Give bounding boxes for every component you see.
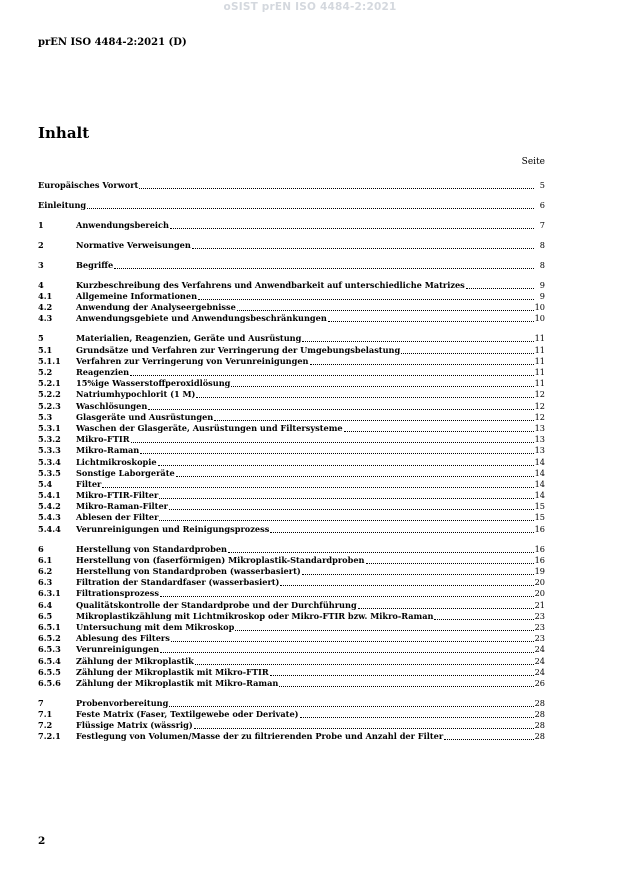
- toc-entry-number: 1: [38, 219, 44, 230]
- toc-entry-label: Mikro-Raman-Filter: [76, 501, 168, 512]
- toc-leader-dots: [87, 200, 534, 209]
- toc-leader-dots: [302, 566, 534, 575]
- toc-entry[interactable]: [38, 577, 545, 588]
- toc-entry-label: Begriffe: [76, 259, 114, 270]
- toc-leader-dots: [160, 644, 533, 653]
- toc-entry[interactable]: [38, 633, 545, 644]
- toc-leader-dots: [328, 313, 534, 322]
- toc-entry-number: 5.2.2: [38, 389, 61, 400]
- toc-entry-page: 24: [534, 655, 545, 666]
- toc-entry-number: 4.3: [38, 313, 53, 324]
- toc-entry-label: Mikro-FTIR: [76, 434, 130, 445]
- toc-entry-number: 5.3.5: [38, 467, 61, 478]
- toc-leader-dots: [171, 633, 534, 642]
- toc-entry-page: 11: [534, 378, 545, 389]
- toc-entry-label: Anwendungsbereich: [76, 219, 169, 230]
- toc-leader-dots: [139, 180, 534, 189]
- toc-entry[interactable]: [38, 412, 545, 423]
- toc-entry-number: 5.4.4: [38, 523, 61, 534]
- toc-leader-dots: [214, 412, 533, 421]
- toc-entry-number: 6.2: [38, 566, 53, 577]
- toc-entry[interactable]: [38, 731, 545, 742]
- toc-entry[interactable]: [38, 302, 545, 313]
- toc-entry-number: 6: [38, 543, 44, 554]
- table-of-contents: [38, 180, 545, 743]
- toc-entry[interactable]: [38, 291, 545, 302]
- toc-entry-label: Verfahren zur Verringerung von Verunreinigungen: [76, 355, 309, 366]
- toc-entry-number: 6.5.4: [38, 655, 61, 666]
- toc-entry[interactable]: [38, 644, 545, 655]
- toc-entry-label: Waschen der Glasgeräte, Ausrüstungen und Filtersysteme: [76, 422, 343, 433]
- toc-entry-number: 6.5.6: [38, 677, 61, 688]
- toc-entry-page: 7: [539, 219, 545, 230]
- toc-entry-number: 4: [38, 279, 44, 290]
- toc-entry-number: 4.2: [38, 302, 53, 313]
- toc-leader-dots: [176, 468, 534, 477]
- toc-leader-dots: [169, 698, 533, 707]
- toc-entry-number: 6.3.1: [38, 588, 61, 599]
- toc-entry[interactable]: [38, 501, 545, 512]
- toc-entry-page: 6: [539, 199, 545, 210]
- toc-entry-number: 5.4.1: [38, 490, 61, 501]
- toc-entry-page: 13: [534, 422, 545, 433]
- toc-entry[interactable]: [38, 401, 545, 412]
- toc-entry-page: 28: [534, 720, 545, 731]
- toc-entry-page: 12: [534, 389, 545, 400]
- toc-entry-label: 15%ige Wasserstoffperoxidlösung: [76, 378, 231, 389]
- toc-entry[interactable]: [38, 678, 545, 689]
- toc-entry-page: 28: [534, 731, 545, 742]
- toc-entry-page: 14: [534, 490, 545, 501]
- toc-leader-dots: [228, 544, 534, 553]
- toc-leader-dots: [192, 240, 534, 249]
- toc-entry-number: 2: [38, 239, 44, 250]
- toc-entry-label: Festlegung von Volumen/Masse der zu filtrierenden Probe und Anzahl der Filter: [76, 731, 444, 742]
- document-id: prEN ISO 4484-2:2021 (D): [38, 37, 187, 48]
- toc-entry[interactable]: [38, 457, 545, 468]
- toc-entry-number: 7.2: [38, 720, 53, 731]
- toc-entry-page: 14: [534, 478, 545, 489]
- toc-entry-label: Allgemeine Informationen: [76, 291, 198, 302]
- toc-entry-label: Einleitung: [38, 199, 87, 210]
- toc-entry-label: Kurzbeschreibung des Verfahrens und Anwendbarkeit auf unterschiedliche Matrizes: [76, 279, 465, 290]
- toc-entry-label: Natriumhypochlorit (1 M): [76, 389, 196, 400]
- toc-entry-label: Zählung der Mikroplastik mit Mikro-FTIR: [76, 666, 269, 677]
- toc-entry-number: 6.1: [38, 554, 53, 565]
- toc-leader-dots: [366, 555, 534, 564]
- toc-entry-page: 20: [534, 577, 545, 588]
- toc-entry[interactable]: [38, 389, 545, 400]
- toc-entry-label: Materialien, Reagenzien, Geräte und Ausrüstung: [76, 333, 302, 344]
- toc-entry-number: 5.3.2: [38, 434, 61, 445]
- toc-entry-page: 14: [534, 467, 545, 478]
- toc-entry-page: 15: [534, 512, 545, 523]
- toc-entry-page: 23: [534, 633, 545, 644]
- toc-entry-label: Filtrationsprozess: [76, 588, 159, 599]
- toc-entry-label: Filtration der Standardfaser (wasserbasiert): [76, 577, 280, 588]
- toc-entry[interactable]: [38, 555, 545, 566]
- toc-entry-label: Grundsätze und Verfahren zur Verringerung der Umgebungsbelastung: [76, 344, 401, 355]
- toc-entry-number: 5.1: [38, 344, 53, 355]
- toc-entry-number: 3: [38, 259, 44, 270]
- toc-entry-number: 5.2.3: [38, 400, 61, 411]
- toc-entry[interactable]: [38, 479, 545, 490]
- toc-entry-page: 23: [534, 621, 545, 632]
- toc-entry-label: Herstellung von Standardproben: [76, 543, 227, 554]
- toc-entry-page: 21: [534, 599, 545, 610]
- toc-leader-dots: [148, 401, 533, 410]
- toc-entry-page: 16: [534, 523, 545, 534]
- toc-leader-dots: [159, 512, 533, 521]
- toc-entry[interactable]: [38, 588, 545, 599]
- toc-leader-dots: [130, 367, 533, 376]
- toc-entry-label: Filter: [76, 478, 102, 489]
- toc-entry[interactable]: [38, 356, 545, 367]
- toc-leader-dots: [237, 302, 534, 311]
- toc-leader-dots: [140, 445, 533, 454]
- toc-leader-dots: [434, 611, 533, 620]
- toc-entry-number: 5.4: [38, 478, 53, 489]
- toc-entry-number: 5.3: [38, 411, 53, 422]
- toc-entry-page: 11: [534, 367, 545, 378]
- toc-leader-dots: [170, 220, 534, 229]
- toc-entry-number: 6.3: [38, 577, 53, 588]
- toc-entry-page: 12: [534, 400, 545, 411]
- toc-entry[interactable]: [38, 200, 545, 211]
- toc-entry-number: 5.2: [38, 367, 53, 378]
- toc-leader-dots: [302, 333, 533, 342]
- toc-entry[interactable]: [38, 423, 545, 434]
- toc-entry-page: 28: [534, 697, 545, 708]
- toc-entry-page: 10: [534, 313, 545, 324]
- toc-entry-label: Verunreinigungen: [76, 644, 160, 655]
- toc-entry[interactable]: [38, 720, 545, 731]
- toc-entry-label: Europäisches Vorwort: [38, 180, 139, 190]
- toc-entry-label: Glasgeräte und Ausrüstungen: [76, 411, 214, 422]
- page-title: Inhalt: [38, 124, 90, 142]
- toc-leader-dots: [231, 378, 533, 387]
- toc-leader-dots: [270, 524, 533, 533]
- toc-entry[interactable]: [38, 490, 545, 501]
- toc-entry-label: Reagenzien: [76, 367, 130, 378]
- toc-entry-label: Zählung der Mikroplastik: [76, 655, 194, 666]
- toc-entry-page: 28: [534, 709, 545, 720]
- toc-entry[interactable]: [38, 313, 545, 324]
- toc-leader-dots: [159, 490, 533, 499]
- toc-entry-number: 6.5.3: [38, 644, 61, 655]
- toc-leader-dots: [160, 588, 534, 597]
- toc-entry-number: 5.2.1: [38, 378, 61, 389]
- toc-entry-page: 14: [534, 456, 545, 467]
- toc-entry[interactable]: [38, 656, 545, 667]
- toc-entry-label: Probenvorbereitung: [76, 697, 169, 708]
- toc-entry[interactable]: [38, 220, 545, 231]
- toc-leader-dots: [310, 356, 534, 365]
- toc-entry-label: Qualitätskontrolle der Standardprobe und der Durchführung: [76, 599, 357, 610]
- toc-entry[interactable]: [38, 260, 545, 271]
- toc-entry-page: 13: [534, 445, 545, 456]
- toc-entry-number: 6.5.1: [38, 621, 61, 632]
- toc-entry-page: 15: [534, 501, 545, 512]
- toc-entry-number: 5.4.3: [38, 512, 61, 523]
- page-column-label: Seite: [521, 157, 545, 167]
- watermark: oSIST prEN ISO 4484-2:2021: [223, 1, 397, 13]
- toc-entry-label: Mikroplastikzählung mit Lichtmikroskop oder Mikro-FTIR bzw. Mikro-Raman: [76, 610, 434, 621]
- toc-entry-label: Flüssige Matrix (wässrig): [76, 720, 193, 731]
- toc-entry-number: 6.5: [38, 610, 53, 621]
- toc-entry-page: 16: [534, 554, 545, 565]
- toc-leader-dots: [280, 577, 533, 586]
- toc-entry[interactable]: [38, 667, 545, 678]
- toc-entry-page: 24: [534, 666, 545, 677]
- toc-entry-label: Zählung der Mikroplastik mit Mikro-Raman: [76, 677, 279, 688]
- toc-entry[interactable]: [38, 445, 545, 456]
- toc-entry-page: 8: [539, 259, 545, 270]
- toc-leader-dots: [444, 731, 533, 740]
- toc-entry-page: 11: [534, 344, 545, 355]
- toc-leader-dots: [131, 434, 534, 443]
- toc-entry-page: 20: [534, 588, 545, 599]
- toc-entry-number: 6.5.5: [38, 666, 61, 677]
- toc-entry[interactable]: [38, 698, 545, 709]
- toc-entry-label: Lichtmikroskopie: [76, 456, 157, 467]
- toc-entry-page: 19: [534, 566, 545, 577]
- toc-entry-number: 5.3.3: [38, 445, 61, 456]
- toc-entry[interactable]: [38, 566, 545, 577]
- toc-entry[interactable]: [38, 280, 545, 291]
- toc-leader-dots: [466, 280, 534, 289]
- toc-entry-number: 6.4: [38, 599, 53, 610]
- toc-entry-number: 6.5.2: [38, 633, 61, 644]
- toc-leader-dots: [270, 667, 534, 676]
- toc-entry-label: Normative Verweisungen: [76, 239, 191, 250]
- toc-entry[interactable]: [38, 180, 545, 191]
- toc-leader-dots: [279, 678, 533, 687]
- toc-entry-label: Waschlösungen: [76, 400, 148, 411]
- toc-entry-number: 7.1: [38, 709, 53, 720]
- toc-entry-page: 13: [534, 434, 545, 445]
- toc-entry[interactable]: [38, 378, 545, 389]
- toc-entry-label: Ablesen der Filter: [76, 512, 159, 523]
- toc-entry-number: 4.1: [38, 291, 53, 302]
- toc-entry-label: Herstellung von (faserförmigen) Mikroplastik-Standardproben: [76, 554, 365, 565]
- toc-entry-page: 9: [539, 291, 545, 302]
- toc-entry[interactable]: [38, 333, 545, 344]
- toc-entry-page: 26: [534, 677, 545, 688]
- toc-leader-dots: [102, 479, 533, 488]
- toc-entry-page: 5: [539, 180, 545, 190]
- toc-entry-number: 5: [38, 333, 44, 344]
- toc-entry-page: 9: [539, 279, 545, 290]
- toc-entry[interactable]: [38, 367, 545, 378]
- toc-entry-number: 5.1.1: [38, 355, 61, 366]
- toc-leader-dots: [401, 345, 533, 354]
- toc-leader-dots: [196, 389, 533, 398]
- toc-entry-label: Mikro-Raman: [76, 445, 140, 456]
- toc-entry-page: 12: [534, 411, 545, 422]
- toc-entry-number: 5.4.2: [38, 501, 61, 512]
- toc-entry-label: Untersuchung mit dem Mikroskop: [76, 621, 235, 632]
- toc-entry-page: 11: [534, 355, 545, 366]
- toc-entry-number: 7: [38, 697, 44, 708]
- toc-entry[interactable]: [38, 600, 545, 611]
- toc-leader-dots: [300, 709, 534, 718]
- toc-leader-dots: [235, 622, 533, 631]
- toc-entry-label: Anwendungsgebiete und Anwendungsbeschränkungen: [76, 313, 327, 324]
- toc-leader-dots: [198, 291, 534, 300]
- toc-entry[interactable]: [38, 611, 545, 622]
- toc-entry-page: 8: [539, 239, 545, 250]
- toc-entry-page: 10: [534, 302, 545, 313]
- toc-entry[interactable]: [38, 434, 545, 445]
- toc-entry[interactable]: [38, 524, 545, 535]
- toc-entry[interactable]: [38, 622, 545, 633]
- toc-entry-label: Ablesung des Filters: [76, 633, 170, 644]
- page-number: 2: [38, 835, 46, 847]
- toc-leader-dots: [169, 501, 534, 510]
- toc-entry[interactable]: [38, 468, 545, 479]
- toc-entry-number: 5.3.1: [38, 422, 61, 433]
- toc-entry[interactable]: [38, 240, 545, 251]
- toc-entry-label: Verunreinigungen und Reinigungsprozess: [76, 523, 270, 534]
- toc-leader-dots: [158, 457, 534, 466]
- toc-entry-label: Herstellung von Standardproben (wasserbasiert): [76, 566, 301, 577]
- toc-entry[interactable]: [38, 345, 545, 356]
- toc-entry-label: Feste Matrix (Faser, Textilgewebe oder Derivate): [76, 709, 299, 720]
- toc-leader-dots: [194, 720, 534, 729]
- toc-entry-number: 5.3.4: [38, 456, 61, 467]
- toc-entry-page: 11: [534, 333, 545, 344]
- toc-entry-page: 23: [534, 610, 545, 621]
- toc-entry[interactable]: [38, 544, 545, 555]
- toc-entry-label: Sonstige Laborgeräte: [76, 467, 175, 478]
- toc-entry-number: 7.2.1: [38, 731, 61, 742]
- toc-leader-dots: [195, 656, 534, 665]
- toc-entry-label: Mikro-FTIR-Filter: [76, 490, 159, 501]
- toc-leader-dots: [344, 423, 534, 432]
- toc-entry[interactable]: [38, 512, 545, 523]
- toc-entry-label: Anwendung der Analyseergebnisse: [76, 302, 236, 313]
- toc-entry-page: 24: [534, 644, 545, 655]
- toc-leader-dots: [358, 600, 534, 609]
- toc-leader-dots: [114, 260, 534, 269]
- toc-entry-page: 16: [534, 543, 545, 554]
- toc-entry[interactable]: [38, 709, 545, 720]
